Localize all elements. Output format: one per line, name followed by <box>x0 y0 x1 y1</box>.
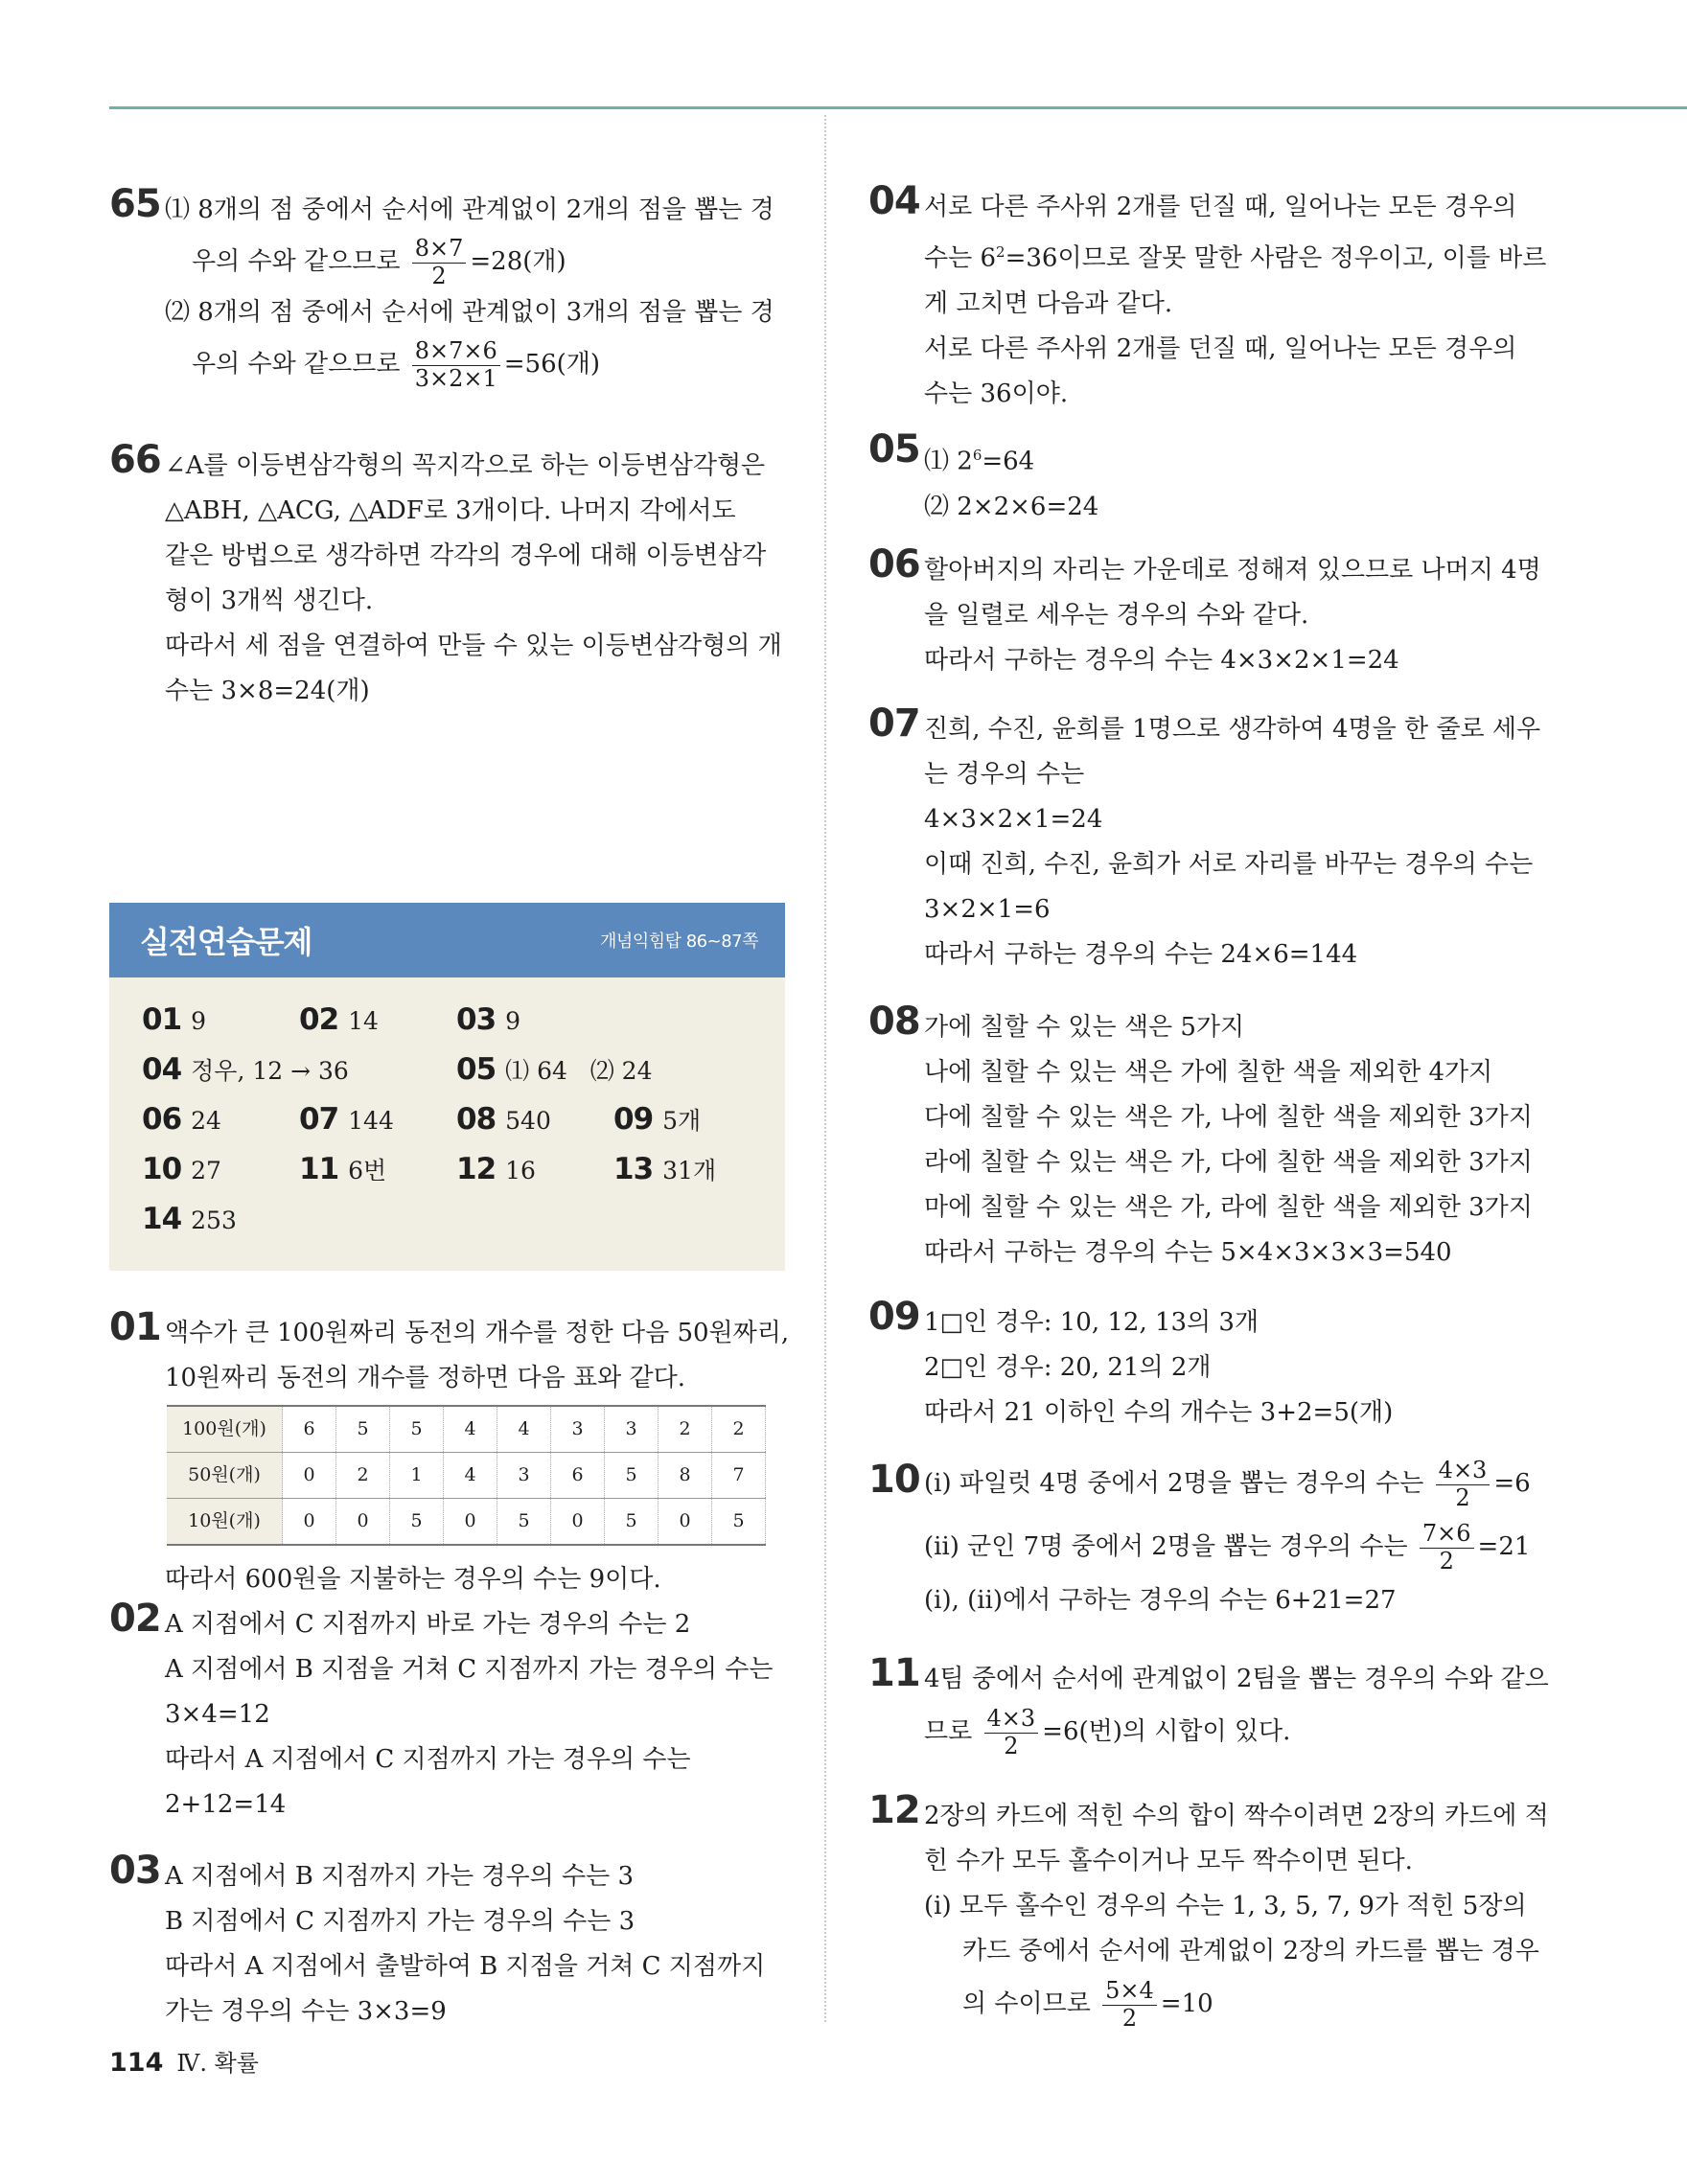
problem-number: 05 <box>868 427 920 471</box>
line: 따라서 21 이하인 수의 개수는 3+2=5(개) <box>924 1398 1394 1427</box>
line: (ⅰ) 파일럿 4명 중에서 2명을 뽑는 경우의 수는 $\frac{4\times 3}{2}$ =6 <box>924 1456 1531 1511</box>
line: 가에 칠할 수 있는 색은 5가지 <box>924 1013 1245 1042</box>
line: 2□인 경우: 20, 21의 2개 <box>924 1353 1212 1382</box>
line: 수는 36이야. <box>924 379 1069 408</box>
answer-item: 05 ⑴ 64 ⑵ 24 <box>456 1052 653 1087</box>
line: 힌 수가 모두 홀수이거나 모두 짝수이면 된다. <box>924 1847 1413 1875</box>
problem-03 <box>109 1849 785 2035</box>
line: A 지점에서 B 지점까지 가는 경우의 수는 3 <box>165 1862 635 1891</box>
line: B 지점에서 C 지점까지 가는 경우의 수는 3 <box>165 1907 636 1936</box>
line: 따라서 구하는 경우의 수는 5×4×3×3×3=540 <box>924 1238 1452 1267</box>
table-row: 50원(개) 0 2 1 4 3 6 5 8 7 <box>167 1453 766 1499</box>
line: ⑴ 8개의 점 중에서 순서에 관계없이 2개의 점을 뽑는 경 <box>165 195 774 224</box>
answer-item: 06 24 <box>142 1102 221 1137</box>
page-footer <box>109 2044 259 2078</box>
line: 우의 수와 같으므로 <box>192 247 401 276</box>
answer-item: 11 6번 <box>299 1152 387 1186</box>
problem-06 <box>868 542 1543 683</box>
problem-04 <box>868 179 1547 417</box>
problem-65 <box>109 182 785 393</box>
problem-01 <box>109 1305 790 1602</box>
line: 의 수이므로 $\frac{5\times 4}{2}$ =10 <box>962 1976 1213 2032</box>
line: =28(개) <box>470 247 566 276</box>
problem-number: 66 <box>109 438 161 482</box>
column-divider <box>824 115 826 2022</box>
line: 서로 다른 주사위 2개를 던질 때, 일어나는 모든 경우의 <box>924 193 1517 221</box>
problem-10 <box>868 1452 1543 1623</box>
line: ⑴ $2^6=64$ <box>924 447 1035 476</box>
line: A 지점에서 B 지점을 거쳐 C 지점까지 가는 경우의 수는 <box>165 1655 774 1684</box>
answer-item: 01 9 <box>142 1002 207 1037</box>
line: 진희, 수진, 윤희를 1명으로 생각하여 4명을 한 줄로 세우 <box>924 715 1541 744</box>
line: 같은 방법으로 생각하면 각각의 경우에 대해 이등변삼각 <box>165 541 767 570</box>
problem-number: 07 <box>868 701 920 746</box>
line: 서로 다른 주사위 2개를 던질 때, 일어나는 모든 경우의 <box>924 333 1517 363</box>
fraction: $\frac{7\times 6}{2}$ <box>1420 1521 1474 1575</box>
practice-title: 실전연습문제 <box>140 924 312 960</box>
line: 액수가 큰 100원짜리 동전의 개수를 정한 다음 50원짜리, <box>165 1319 790 1347</box>
line: (ⅰ) 모두 홀수인 경우의 수는 1, 3, 5, 7, 9가 적힌 5장의 <box>924 1892 1527 1920</box>
header-rule <box>109 106 1687 109</box>
line: =56(개) <box>503 350 601 379</box>
line: 따라서 A 지점에서 C 지점까지 가는 경우의 수는 <box>165 1745 691 1774</box>
line: 마에 칠할 수 있는 색은 가, 라에 칠한 색을 제외한 3가지 <box>924 1193 1533 1222</box>
line: 이때 진희, 수진, 윤희가 서로 자리를 바꾸는 경우의 수는 <box>924 850 1534 879</box>
line: ∠A를 이등변삼각형의 꼭지각으로 하는 이등변삼각형은 <box>165 451 766 480</box>
table-row: 100원(개) 6 5 5 4 4 3 3 2 2 <box>167 1406 766 1453</box>
problem-number: 01 <box>109 1305 161 1349</box>
line: 4×3×2×1=24 <box>924 805 1103 834</box>
problem-12 <box>868 1788 1549 2034</box>
line: 다에 칠할 수 있는 색은 가, 나에 칠한 색을 제외한 3가지 <box>924 1103 1533 1132</box>
line: 수는 3×8=24(개) <box>165 677 370 705</box>
answer-item: 09 5개 <box>613 1102 702 1137</box>
coin-table <box>167 1405 766 1546</box>
line: 형이 3개씩 생긴다. <box>165 586 374 615</box>
line: 을 일렬로 세우는 경우의 수와 같다. <box>924 601 1309 630</box>
answer-item: 07 144 <box>299 1102 394 1137</box>
line: (ⅱ) 군인 7명 중에서 2명을 뽑는 경우의 수는 $\frac{7\times 6}{2}$ =21 <box>924 1519 1531 1575</box>
answer-item: 03 9 <box>456 1002 521 1037</box>
practice-header <box>109 903 785 977</box>
problem-number: 12 <box>868 1788 920 1832</box>
problem-02 <box>109 1597 785 1828</box>
line: 는 경우의 수는 <box>924 760 1085 789</box>
problem-11 <box>868 1651 1549 1761</box>
answer-item: 02 14 <box>299 1002 379 1037</box>
line: 따라서 구하는 경우의 수는 4×3×2×1=24 <box>924 646 1399 675</box>
line: A 지점에서 C 지점까지 바로 가는 경우의 수는 2 <box>165 1610 691 1639</box>
answer-item: 14 253 <box>142 1202 237 1236</box>
problem-08 <box>868 1000 1543 1276</box>
problem-number: 65 <box>109 182 161 226</box>
problem-66 <box>109 438 785 714</box>
line: 3×4=12 <box>165 1700 270 1729</box>
line: △ABH, △ACG, △ADF로 3개이다. 나머지 각에서도 <box>165 496 736 525</box>
problem-number: 04 <box>868 179 920 223</box>
practice-page-ref: 개념익힘탑 86~87쪽 <box>600 931 758 952</box>
answer-item: 12 16 <box>456 1152 536 1186</box>
line: 가는 경우의 수는 3×3=9 <box>165 1997 447 2026</box>
answer-key <box>109 977 785 1271</box>
line: 할아버지의 자리는 가운데로 정해져 있으므로 나머지 4명 <box>924 556 1541 585</box>
line: 따라서 세 점을 연결하여 만들 수 있는 이등변삼각형의 개 <box>165 632 782 660</box>
problem-number: 02 <box>109 1597 161 1641</box>
line: 10원짜리 동전의 개수를 정하면 다음 표와 같다. <box>165 1364 686 1392</box>
line: 따라서 A 지점에서 출발하여 B 지점을 거쳐 C 지점까지 <box>165 1952 766 1981</box>
fraction: $\frac{8\times 7\times 6}{3\times 2\times 1}$ <box>412 338 500 392</box>
line: 2+12=14 <box>165 1790 287 1819</box>
line: 나에 칠할 수 있는 색은 가에 칠한 색을 제외한 4가지 <box>924 1058 1493 1087</box>
line: 따라서 구하는 경우의 수는 24×6=144 <box>924 940 1358 969</box>
answer-item: 10 27 <box>142 1152 221 1186</box>
problem-09 <box>868 1295 1543 1436</box>
line: 므로 $\frac{4\times 3}{2}$ =6(번)의 시합이 있다. <box>924 1704 1291 1759</box>
line: (ⅰ), (ⅱ)에서 구하는 경우의 수는 6+21=27 <box>924 1586 1397 1615</box>
fraction: $\frac{5\times 4}{2}$ <box>1102 1978 1157 2032</box>
answer-item: 08 540 <box>456 1102 551 1137</box>
problem-07 <box>868 701 1543 977</box>
problem-number: 11 <box>868 1651 920 1695</box>
line: 라에 칠할 수 있는 색은 가, 다에 칠한 색을 제외한 3가지 <box>924 1148 1533 1177</box>
problem-number: 10 <box>868 1458 920 1502</box>
line: 게 고치면 다음과 같다. <box>924 288 1173 318</box>
problem-number: 06 <box>868 542 920 586</box>
answer-item: 13 31개 <box>613 1152 717 1186</box>
line: 1□인 경우: 10, 12, 13의 3개 <box>924 1308 1259 1337</box>
problem-number: 08 <box>868 1000 920 1044</box>
line: 3×2×1=6 <box>924 895 1051 924</box>
table-row: 10원(개) 0 0 5 0 5 0 5 0 5 <box>167 1499 766 1546</box>
chapter-title: Ⅳ. 확률 <box>176 2050 259 2077</box>
fraction: $\frac{4\times 3}{2}$ <box>1436 1458 1491 1511</box>
line: 2장의 카드에 적힌 수의 합이 짝수이려면 2장의 카드에 적 <box>924 1802 1549 1830</box>
problem-number: 03 <box>109 1849 161 1893</box>
answer-item: 04 정우, 12 → 36 <box>142 1052 349 1087</box>
page-number: 114 <box>109 2048 164 2078</box>
fraction: $\frac{8\times 7}{2}$ <box>412 236 467 289</box>
problem-05 <box>868 427 1543 530</box>
line: 수는 $6^2=36$이므로 잘못 말한 사람은 정우이고, 이를 바르 <box>924 243 1547 273</box>
line: 우의 수와 같으므로 <box>192 350 401 379</box>
problem-number: 09 <box>868 1295 920 1339</box>
line: ⑵ 2×2×6=24 <box>924 492 1099 521</box>
line: 4팀 중에서 순서에 관계없이 2팀을 뽑는 경우의 수와 같으 <box>924 1665 1549 1693</box>
line: 따라서 600원을 지불하는 경우의 수는 9이다. <box>165 1565 661 1594</box>
fraction: $\frac{4\times 3}{2}$ <box>984 1706 1039 1759</box>
line: 카드 중에서 순서에 관계없이 2장의 카드를 뽑는 경우 <box>962 1937 1539 1966</box>
line: ⑵ 8개의 점 중에서 순서에 관계없이 3개의 점을 뽑는 경 <box>165 298 774 327</box>
